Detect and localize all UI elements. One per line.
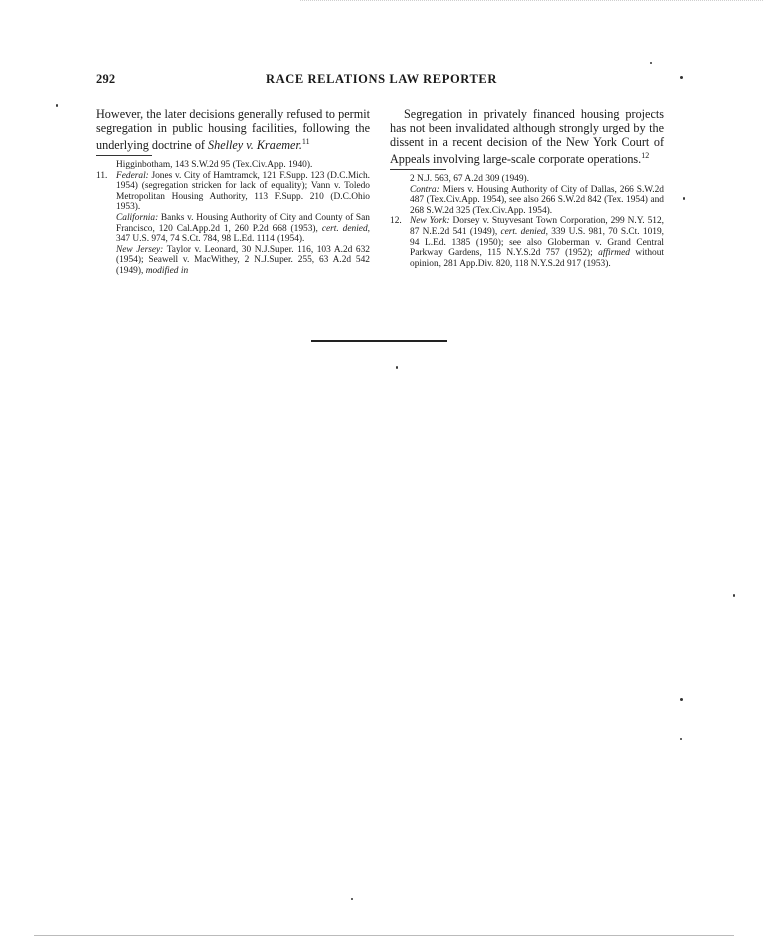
bottom-scan-edge — [34, 935, 734, 936]
left-paragraph-text: However, the later decisions generally refused to permit segregation in public housing facilities, following the underlying doctrine of — [96, 107, 370, 153]
right-paragraph-text: Segregation in privately financed housing projects has not been invalidated although strongly urged by the dissent in a recent decision of the New York Court of Appeals involving large-scale corporate operations. — [390, 107, 664, 167]
left-footnotes — [96, 160, 370, 277]
footnote-new-jersey — [116, 245, 370, 277]
footnote-continuation: Higginbotham, 143 S.W.2d 95 (Tex.Civ.App. 1940). — [116, 160, 313, 171]
footnote-contra — [390, 185, 664, 217]
left-paragraph — [96, 107, 370, 152]
cert-denied-label: cert. denied, — [500, 227, 548, 238]
page-number: 292 — [96, 72, 116, 86]
footnote-ref-12: 12 — [641, 151, 650, 160]
scan-speck — [351, 898, 353, 900]
footnote-text: without opinion, 281 App.Div. 820, 118 N.Y.S.2d 917 (1953). — [410, 248, 664, 269]
scan-speck — [680, 76, 683, 79]
footnote-continuation: 2 N.J. 563, 67 A.2d 309 (1949). — [410, 174, 530, 185]
footnote-separator — [96, 155, 152, 156]
footnote-text: Jones v. City of Hamtramck, 121 F.Supp. 123 (D.C.Mich. 1954) (segregation stricken for lack of equality); Vann v. Toledo Metropolitan Housing Authority, 113 F.Supp. 210 (D.C.Ohio 1953). — [116, 170, 370, 213]
footnote-text: 339 U.S. 981, 70 S.Ct. 1019, 94 L.Ed. 1385 (1950); see also Globerman v. Grand Central Parkway Gardens, 115 N.Y.S.2d 757 (1952); — [410, 227, 664, 259]
cert-denied-label: cert. denied, — [321, 223, 370, 234]
top-edge-dots — [300, 0, 763, 2]
jurisdiction-label: Federal: — [116, 170, 149, 181]
footnote-text: Miers v. Housing Authority of City of Dallas, 266 S.W.2d 487 (Tex.Civ.App. 1954), see also 266 S.W.2d 842 (Tex. 1954) and 268 S.W.2d 325 (Tex.Civ.App. 1954). — [410, 184, 664, 216]
footnote-new-york — [410, 216, 664, 269]
affirmed-label: affirmed — [598, 248, 630, 259]
scan-speck — [650, 62, 652, 64]
scan-speck — [56, 104, 58, 107]
jurisdiction-label: California: — [116, 213, 159, 224]
footnote-federal — [116, 171, 370, 213]
footnote-california — [116, 213, 370, 245]
left-column — [96, 107, 370, 277]
right-footnotes — [390, 174, 664, 269]
footnote-11 — [96, 171, 370, 277]
footnote-text: Dorsey v. Stuyvesant Town Corporation, 299 N.Y. 512, 87 N.E.2d 541 (1949), — [410, 216, 665, 238]
footnote-number: 11. — [96, 170, 108, 181]
running-title: RACE RELATIONS LAW REPORTER — [266, 72, 497, 86]
jurisdiction-label: New York: — [410, 216, 450, 227]
contra-label: Contra: — [410, 184, 440, 195]
footnote-12 — [390, 216, 664, 269]
footnote-text: Taylor v. Leonard, 30 N.J.Super. 116, 103 A.2d 632 (1954); Seawell v. MacWithey, 2 N.J.Super. 255, 63 A.2d 542 (1949), — [116, 244, 370, 276]
scan-speck — [733, 594, 735, 597]
footnote-text: 347 U.S. 974, 74 S.Ct. 784, 98 L.Ed. 1114 (1954). — [116, 234, 305, 245]
jurisdiction-label: New Jersey: — [116, 244, 164, 255]
scan-speck — [680, 698, 683, 701]
right-paragraph — [390, 107, 664, 166]
right-column — [390, 107, 664, 269]
footnote-number: 12. — [390, 216, 402, 227]
footnote-text: Banks v. Housing Authority of City and County of San Francisco, 120 Cal.App.2d 1, 260 P.2d 668 (1953), — [116, 213, 370, 234]
scan-speck — [396, 366, 398, 369]
scan-speck — [680, 738, 682, 740]
footnote-ref-11: 11 — [301, 137, 310, 146]
case-citation-shelley: Shelley v. Kraemer. — [208, 138, 302, 153]
footnote-separator — [390, 169, 446, 170]
modified-in-label: modified in — [145, 266, 189, 276]
scan-speck — [683, 197, 685, 200]
section-end-rule — [311, 340, 447, 342]
